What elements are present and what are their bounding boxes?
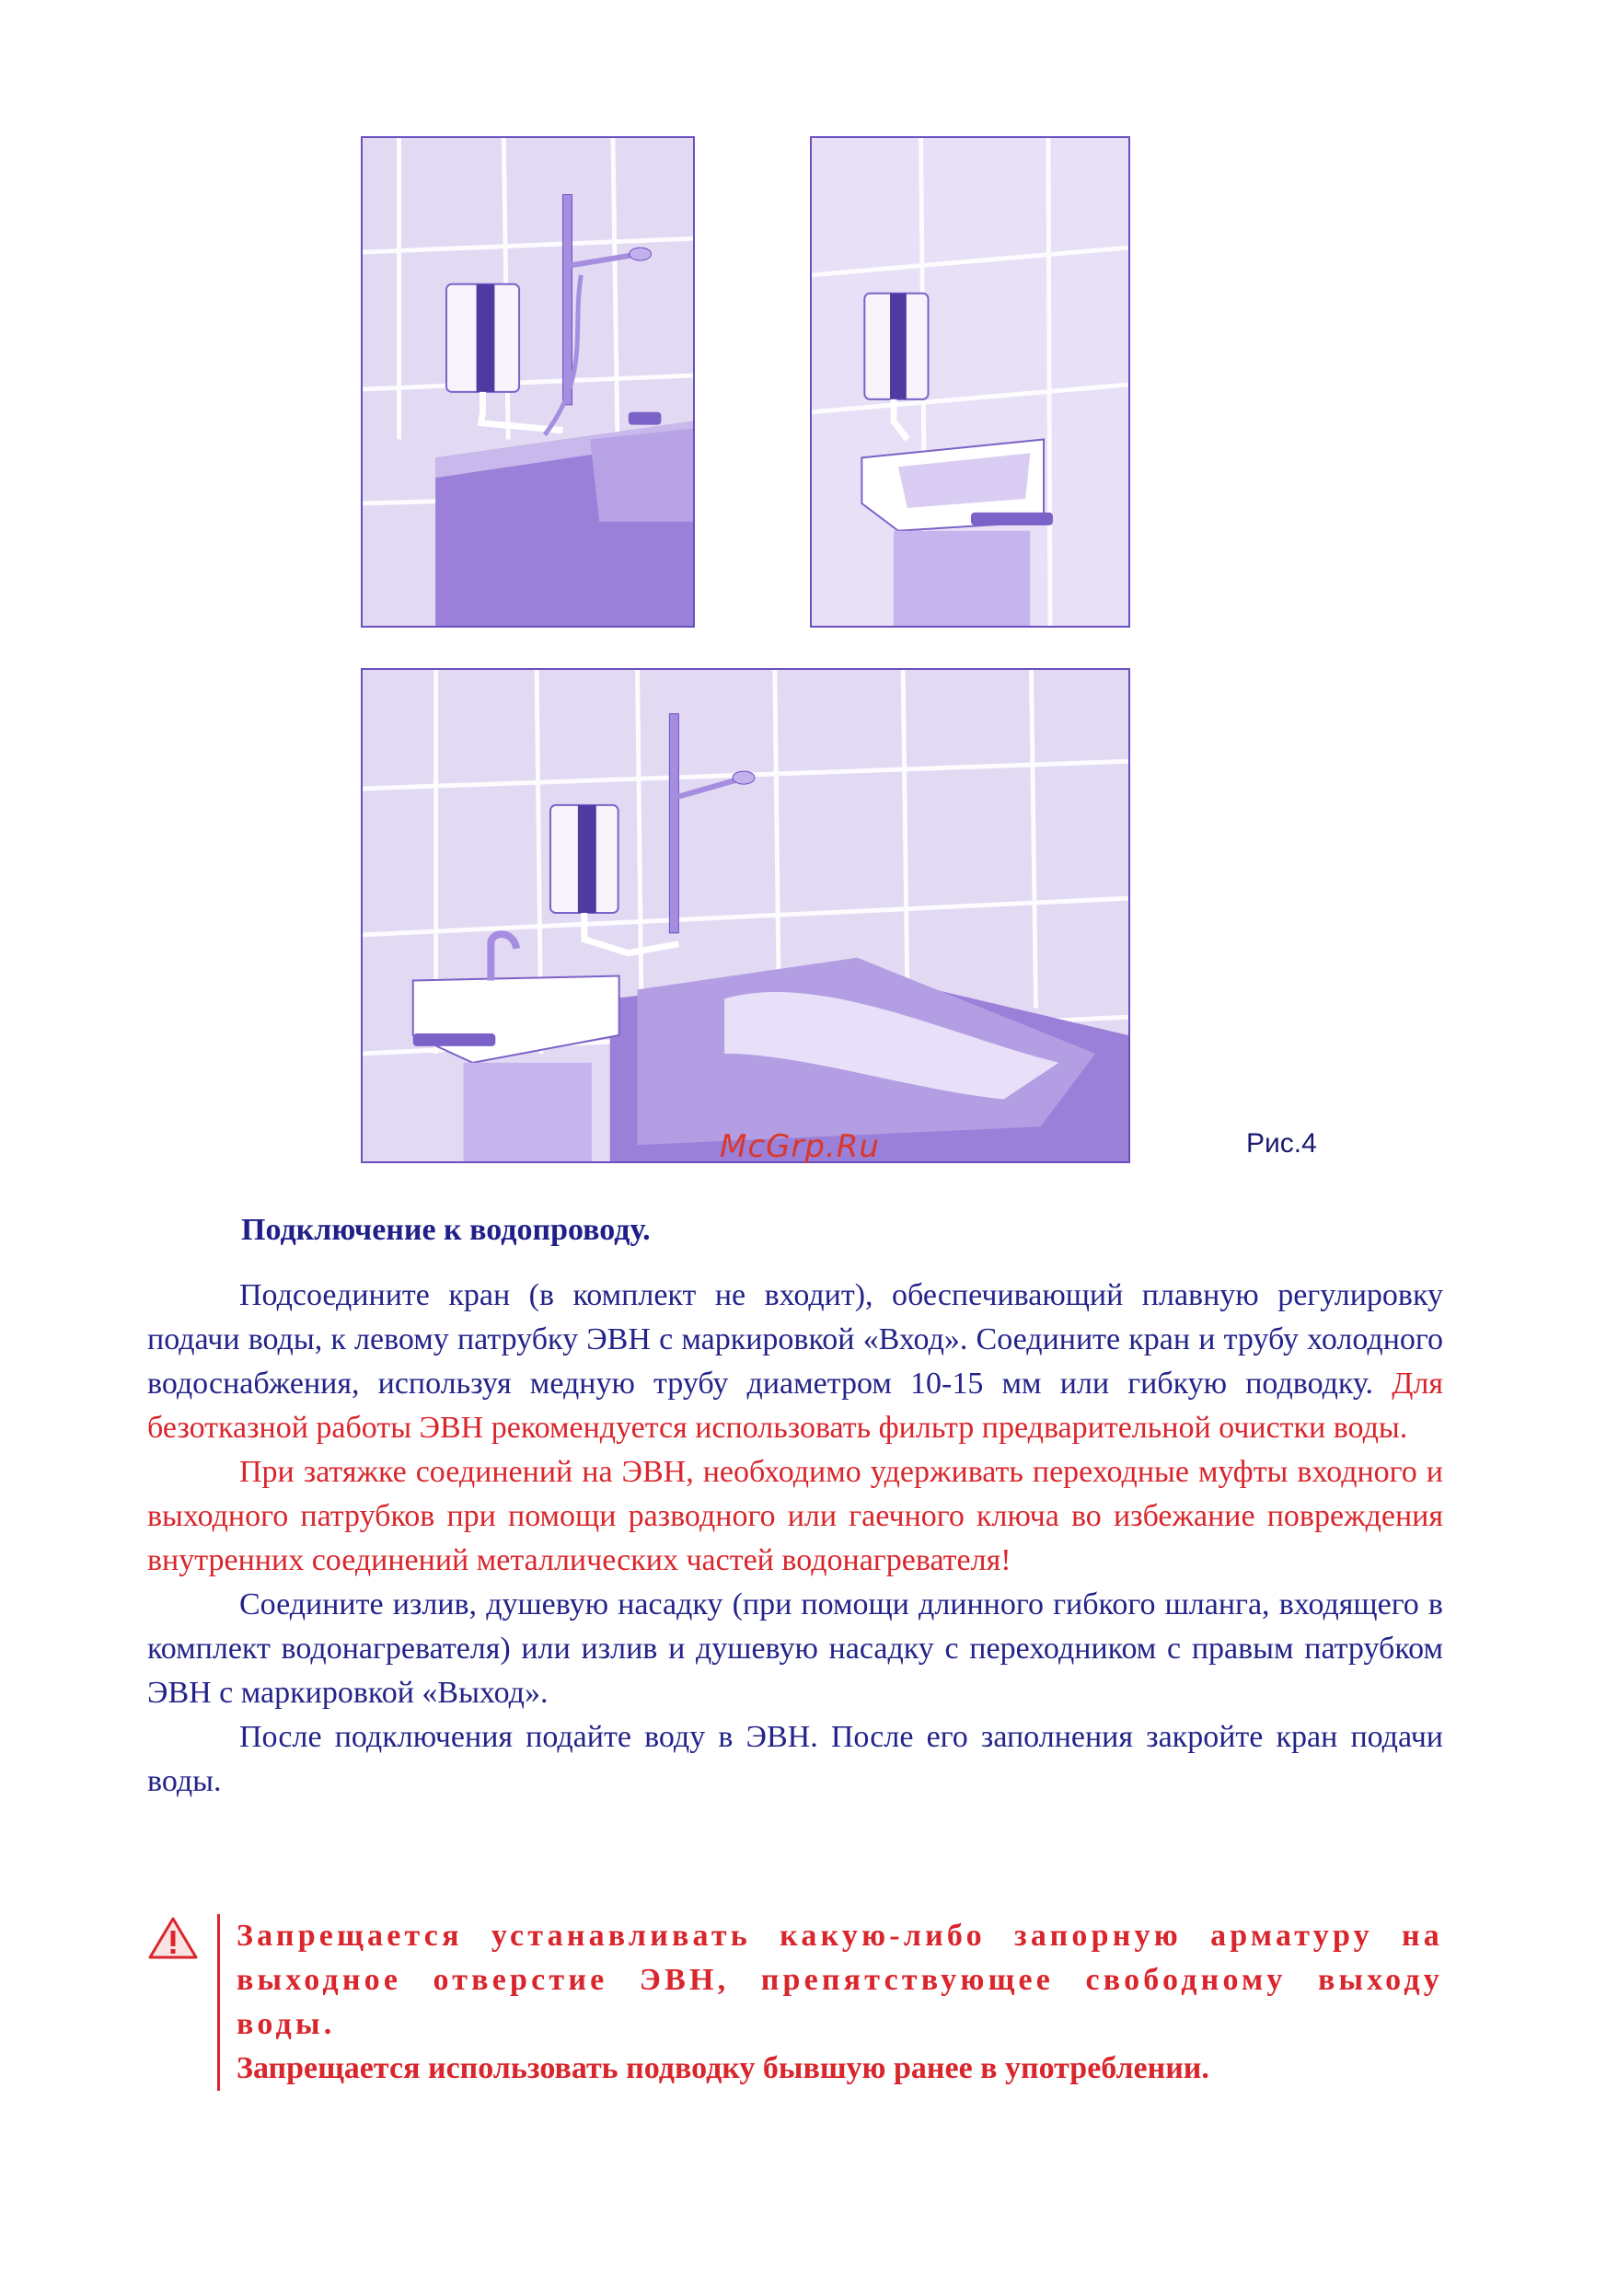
section-heading: Подключение к водопроводу. — [241, 1213, 651, 1247]
warning-line-1: Запрещается устанавливать какую-либо запорную арматуру на выходное отверстие ЭВН, препятствующее свободному выходу воды. — [237, 1919, 1443, 2041]
warning-line-2: Запрещается использовать подводку бывшую ранее в употреблении. — [237, 2051, 1209, 2085]
warning-triangle-icon — [147, 1916, 199, 1960]
paragraph-1 — [147, 1274, 1443, 1450]
paragraph-2: При затяжке соединений на ЭВН, необходимо удерживать переходные муфты входного и выходного патрубков при помощи разводного или гаечного ключа во избежание повреждения внутренних соединений металлических частей водонагревателя! — [147, 1455, 1443, 1577]
watermark: McGrp.Ru — [720, 1128, 880, 1165]
illustration-sink-and-bathtub — [361, 668, 1130, 1163]
paragraph-1-main: Подсоедините кран (в комплект не входит), обеспечивающий плавную регулировку подачи воды, к левому патрубку ЭВН с маркировкой «Вход». Соедините кран и трубу холодного водоснабжения, используя медную трубу диаметром 10-15 мм или гибкую подводку. — [147, 1278, 1443, 1401]
warning-block — [147, 1914, 1443, 2085]
body-text — [147, 1274, 1443, 1804]
illustration-bathtub — [361, 136, 695, 628]
paragraph-4: После подключения подайте воду в ЭВН. После его заполнения закройте кран подачи воды. — [147, 1720, 1443, 1798]
paragraph-1-filter-note: Для безотказной работы ЭВН рекомендуется использовать фильтр предварительной очистки воды. — [147, 1367, 1443, 1445]
paragraph-3: Соедините излив, душевую насадку (при помощи длинного гибкого шланга, входящего в комплект водонагревателя) или излив и душевую насадку с переходником с правым патрубком ЭВН с маркировкой «Выход». — [147, 1587, 1443, 1710]
illustration-sink — [810, 136, 1130, 628]
figure-caption: Рис.4 — [1246, 1128, 1317, 1159]
warning-text — [217, 1914, 1443, 2091]
